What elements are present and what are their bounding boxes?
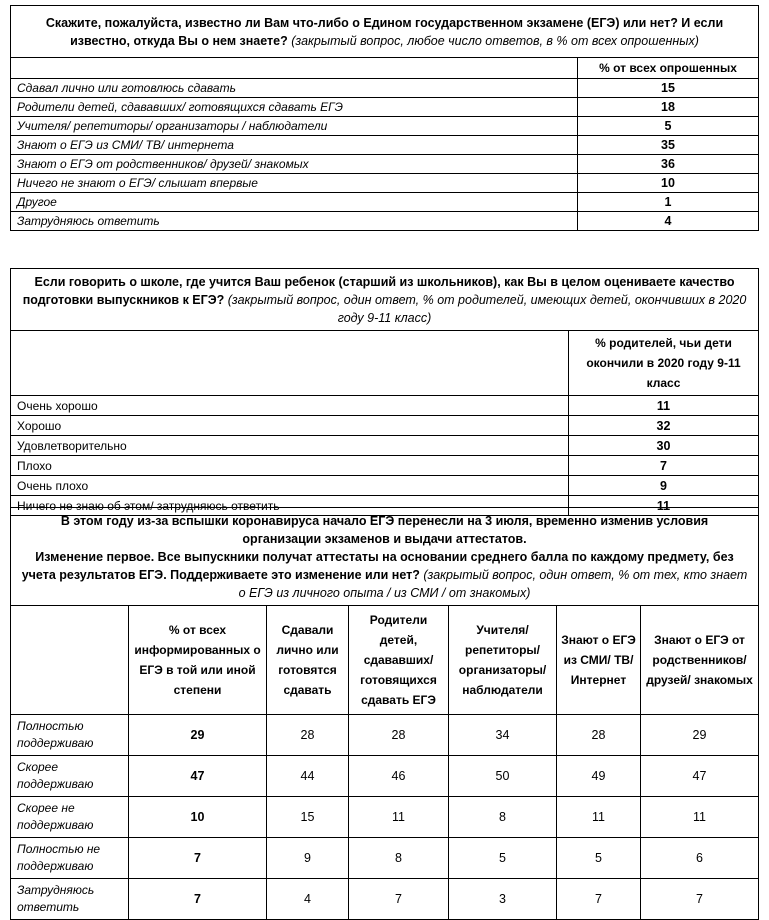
row-value: 30 <box>569 436 759 456</box>
table-row <box>11 797 759 838</box>
column-header: Родители детей, сдававших/ готовящихся сдавать ЕГЭ <box>349 606 449 715</box>
question-1 <box>11 6 759 58</box>
row-label: Ничего не знают о ЕГЭ/ слышат впервые <box>11 174 578 193</box>
row-value: 11 <box>641 797 759 838</box>
awareness-table <box>10 5 759 231</box>
table-row <box>11 212 759 231</box>
row-label: Затрудняюсь ответить <box>11 212 578 231</box>
row-value: 7 <box>557 879 641 920</box>
row-value: 15 <box>267 797 349 838</box>
table-row <box>11 117 759 136</box>
row-label: Затрудняюсь ответить <box>11 879 129 920</box>
question-3 <box>11 508 759 606</box>
row-label: Сдавал лично или готовлюсь сдавать <box>11 79 578 98</box>
column-header: % родителей, чьи дети окончили в 2020 году 9-11 класс <box>569 331 759 396</box>
table-row <box>11 193 759 212</box>
question-1-text: Скажите, пожалуйста, известно ли Вам что-либо о Едином государственном экзамене (ЕГЭ) или нет? И если известно, откуда Вы о нем знаете? <box>45 16 724 48</box>
table-row <box>11 756 759 797</box>
row-value: 11 <box>569 396 759 416</box>
row-label: Удовлетворительно <box>11 436 569 456</box>
table-row <box>11 79 759 98</box>
row-label: Учителя/ репетиторы/ организаторы / наблюдатели <box>11 117 578 136</box>
row-value: 9 <box>267 838 349 879</box>
row-value: 36 <box>578 155 759 174</box>
row-label: Очень хорошо <box>11 396 569 416</box>
row-value: 28 <box>349 715 449 756</box>
school-quality-table <box>10 268 759 516</box>
row-label: Плохо <box>11 456 569 476</box>
row-value: 8 <box>349 838 449 879</box>
row-value: 47 <box>641 756 759 797</box>
table-row <box>11 476 759 496</box>
row-value: 3 <box>449 879 557 920</box>
row-value: 10 <box>129 797 267 838</box>
question-2-text: Если говорить о школе, где учится Ваш ребенок (старший из школьников), как Вы в целом оцениваете качество подготовки выпускников к ЕГЭ? <box>22 275 735 307</box>
row-value: 7 <box>569 456 759 476</box>
column-header: Знают о ЕГЭ из СМИ/ ТВ/ Интернет <box>557 606 641 715</box>
row-value: 29 <box>641 715 759 756</box>
column-header: Знают о ЕГЭ от родственников/ друзей/ знакомых <box>641 606 759 715</box>
row-value: 32 <box>569 416 759 436</box>
column-header: % от всех информированных о ЕГЭ в той или иной степени <box>129 606 267 715</box>
table-row <box>11 174 759 193</box>
row-value: 5 <box>578 117 759 136</box>
header-empty-cell <box>11 606 129 715</box>
row-label: Полностью поддерживаю <box>11 715 129 756</box>
row-value: 28 <box>557 715 641 756</box>
row-value: 50 <box>449 756 557 797</box>
row-label: Скорее не поддерживаю <box>11 797 129 838</box>
row-value: 11 <box>349 797 449 838</box>
column-header: Сдавали лично или готовятся сдавать <box>267 606 349 715</box>
row-label: Хорошо <box>11 416 569 436</box>
row-value: 15 <box>578 79 759 98</box>
row-value: 34 <box>449 715 557 756</box>
table-row <box>11 155 759 174</box>
question-3-text-2: Изменение первое. Все выпускники получат аттестаты на основании среднего балла по каждому предмету, без учета результатов ЕГЭ. Поддерживаете это изменение или нет? <box>21 550 734 582</box>
question-3-note: (закрытый вопрос, один ответ, % от тех, кто знает о ЕГЭ из личного опыта / из СМИ / от знакомых) <box>238 568 748 600</box>
question-1-note: (закрытый вопрос, любое число ответов, в % от всех опрошенных) <box>291 34 699 48</box>
row-value: 7 <box>641 879 759 920</box>
row-value: 1 <box>578 193 759 212</box>
header-empty-cell <box>11 58 578 79</box>
row-value: 11 <box>569 496 759 516</box>
row-value: 8 <box>449 797 557 838</box>
row-value: 35 <box>578 136 759 155</box>
row-label: Родители детей, сдававших/ готовящихся сдавать ЕГЭ <box>11 98 578 117</box>
row-value: 28 <box>267 715 349 756</box>
row-value: 7 <box>129 838 267 879</box>
row-value: 44 <box>267 756 349 797</box>
row-value: 47 <box>129 756 267 797</box>
question-2-note: (закрытый вопрос, один ответ, % от родителей, имеющих детей, окончивших в 2020 году 9-11 класс) <box>227 293 747 325</box>
table-row <box>11 838 759 879</box>
row-value: 4 <box>578 212 759 231</box>
row-value: 5 <box>557 838 641 879</box>
row-label: Полностью не поддерживаю <box>11 838 129 879</box>
table-row <box>11 436 759 456</box>
header-empty-cell <box>11 331 569 396</box>
row-value: 29 <box>129 715 267 756</box>
row-value: 46 <box>349 756 449 797</box>
row-label: Очень плохо <box>11 476 569 496</box>
row-value: 6 <box>641 838 759 879</box>
row-value: 9 <box>569 476 759 496</box>
row-value: 7 <box>349 879 449 920</box>
table-row <box>11 879 759 920</box>
row-value: 49 <box>557 756 641 797</box>
row-value: 11 <box>557 797 641 838</box>
question-2 <box>11 269 759 331</box>
row-label: Другое <box>11 193 578 212</box>
row-value: 5 <box>449 838 557 879</box>
ege-change-support-table <box>10 507 759 920</box>
column-header: % от всех опрошенных <box>578 58 759 79</box>
table-row <box>11 136 759 155</box>
row-label: Ничего не знаю об этом/ затрудняюсь ответить <box>11 496 569 516</box>
table-row <box>11 396 759 416</box>
row-value: 18 <box>578 98 759 117</box>
row-label: Скорее поддерживаю <box>11 756 129 797</box>
row-label: Знают о ЕГЭ от родственников/ друзей/ знакомых <box>11 155 578 174</box>
row-label: Знают о ЕГЭ из СМИ/ ТВ/ интернета <box>11 136 578 155</box>
row-value: 10 <box>578 174 759 193</box>
question-3-text-1: В этом году из-за вспышки коронавируса начало ЕГЭ перенесли на 3 июля, временно изменив условия организации экзаменов и выдачи аттестатов. <box>60 514 709 546</box>
row-value: 7 <box>129 879 267 920</box>
column-header: Учителя/ репетиторы/ организаторы/ наблюдатели <box>449 606 557 715</box>
table-row <box>11 715 759 756</box>
row-value: 4 <box>267 879 349 920</box>
table-row <box>11 98 759 117</box>
table-row <box>11 416 759 436</box>
table-row <box>11 456 759 476</box>
